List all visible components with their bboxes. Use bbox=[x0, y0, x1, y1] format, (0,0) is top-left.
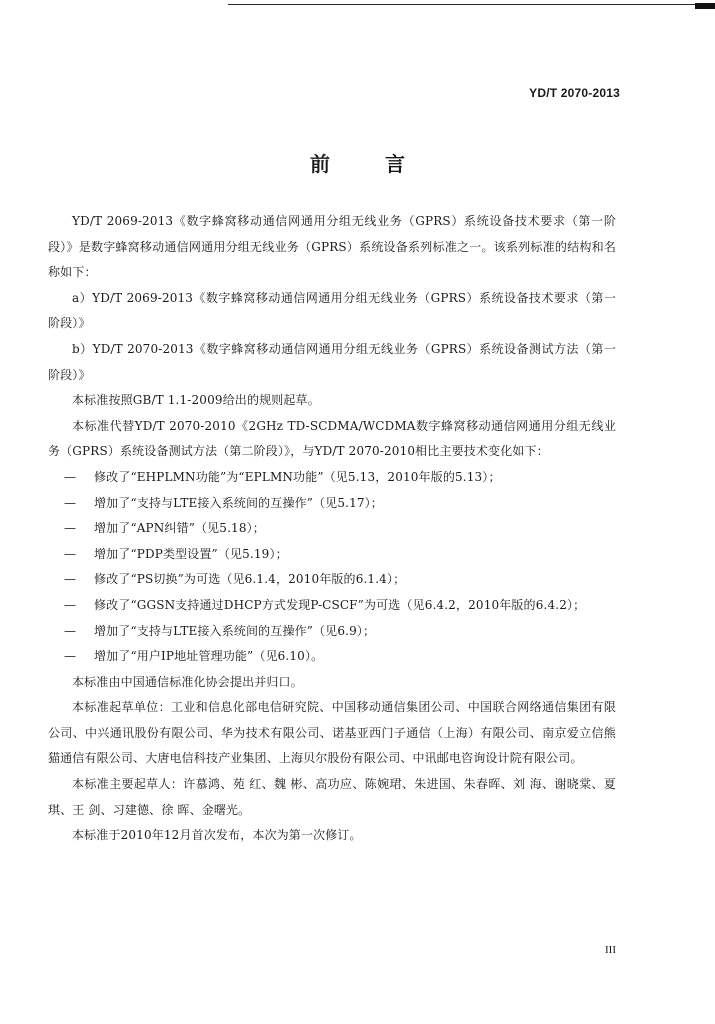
series-item-a: a）YD/T 2069-2013《数字蜂窝移动通信网通用分组无线业务（GPRS）系统设备技术要求（第一阶段）》 bbox=[48, 290, 616, 331]
page-number: III bbox=[605, 944, 616, 956]
change-item-text: 修改了“GGSN支持通过DHCP方式发现P-CSCF”为可选（见6.4.2，2010年版的6.4.2）； bbox=[94, 597, 586, 612]
change-item-text: 修改了“PS切换”为可选（见6.1.4，2010年版的6.1.4）； bbox=[94, 572, 406, 587]
replacement-paragraph: 本标准代替YD/T 2070-2010《2GHz TD-SCDMA/WCDMA数字蜂窝移动通信网通用分组无线业务（GPRS）系统设备测试方法（第二阶段）》，与YD/T 2070-2010相比主要技术变化如下： bbox=[48, 418, 616, 459]
scan-edge-mark bbox=[695, 3, 715, 9]
change-item bbox=[48, 542, 616, 568]
change-item bbox=[48, 465, 616, 491]
proposer-paragraph: 本标准由中国通信标准化协会提出并归口。 bbox=[72, 674, 303, 689]
scan-border-line bbox=[228, 4, 715, 5]
change-item bbox=[48, 593, 616, 619]
change-item-text: 增加了“支持与LTE接入系统间的互操作”（见5.17）； bbox=[94, 495, 383, 510]
intro-paragraph: YD/T 2069-2013《数字蜂窝移动通信网通用分组无线业务（GPRS）系统设备技术要求（第一阶段）》是数字蜂窝移动通信网通用分组无线业务（GPRS）系统设备系列标准之一。该系列标准的结构和名称如下： bbox=[48, 214, 616, 280]
change-item-text: 增加了“支持与LTE接入系统间的互操作”（见6.9）； bbox=[94, 623, 376, 638]
foreword-body bbox=[48, 209, 616, 849]
change-item-text: 增加了“PDP类型设置”（见5.19）； bbox=[94, 546, 288, 561]
dash-marker: — bbox=[64, 521, 77, 536]
dash-marker: — bbox=[64, 597, 77, 612]
dash-marker: — bbox=[64, 649, 77, 664]
change-item bbox=[48, 567, 616, 593]
dash-marker: — bbox=[64, 572, 77, 587]
series-item-b: b）YD/T 2070-2013《数字蜂窝移动通信网通用分组无线业务（GPRS）系统设备测试方法（第一阶段）》 bbox=[48, 341, 616, 382]
drafting-rules-paragraph: 本标准按照GB/T 1.1-2009给出的规则起草。 bbox=[72, 393, 320, 408]
change-item bbox=[48, 644, 616, 670]
dash-marker: — bbox=[64, 546, 77, 561]
change-item bbox=[48, 516, 616, 542]
history-paragraph: 本标准于2010年12月首次发布，本次为第一次修订。 bbox=[72, 828, 362, 843]
change-item bbox=[48, 619, 616, 645]
dash-marker: — bbox=[64, 623, 77, 638]
change-item-text: 增加了“用户IP地址管理功能”（见6.10）。 bbox=[94, 649, 324, 664]
drafting-units-paragraph: 本标准起草单位：工业和信息化部电信研究院、中国移动通信集团公司、中国联合网络通信集团有限公司、中兴通讯股份有限公司、华为技术有限公司、诺基亚西门子通信（上海）有限公司、南京爱立信熊猫通信有限公司、大唐电信科技产业集团、上海贝尔股份有限公司、中讯邮电咨询设计院有限公司。 bbox=[48, 700, 616, 766]
change-item-text: 增加了“APN纠错”（见5.18）； bbox=[94, 521, 265, 536]
page-title: 前 言 bbox=[310, 152, 429, 176]
dash-marker: — bbox=[64, 469, 77, 484]
change-item bbox=[48, 491, 616, 517]
dash-marker: — bbox=[64, 495, 77, 510]
change-item-text: 修改了“EHPLMN功能”为“EPLMN功能”（见5.13，2010年版的5.13）； bbox=[94, 469, 501, 484]
document-id: YD/T 2070-2013 bbox=[529, 86, 620, 100]
drafters-paragraph: 本标准主要起草人：许慕鸿、苑 红、魏 彬、高功应、陈婉珺、朱进国、朱春晖、刘 海、谢晓棠、夏 琪、王 剑、习建德、徐 晖、金曙光。 bbox=[48, 777, 616, 817]
